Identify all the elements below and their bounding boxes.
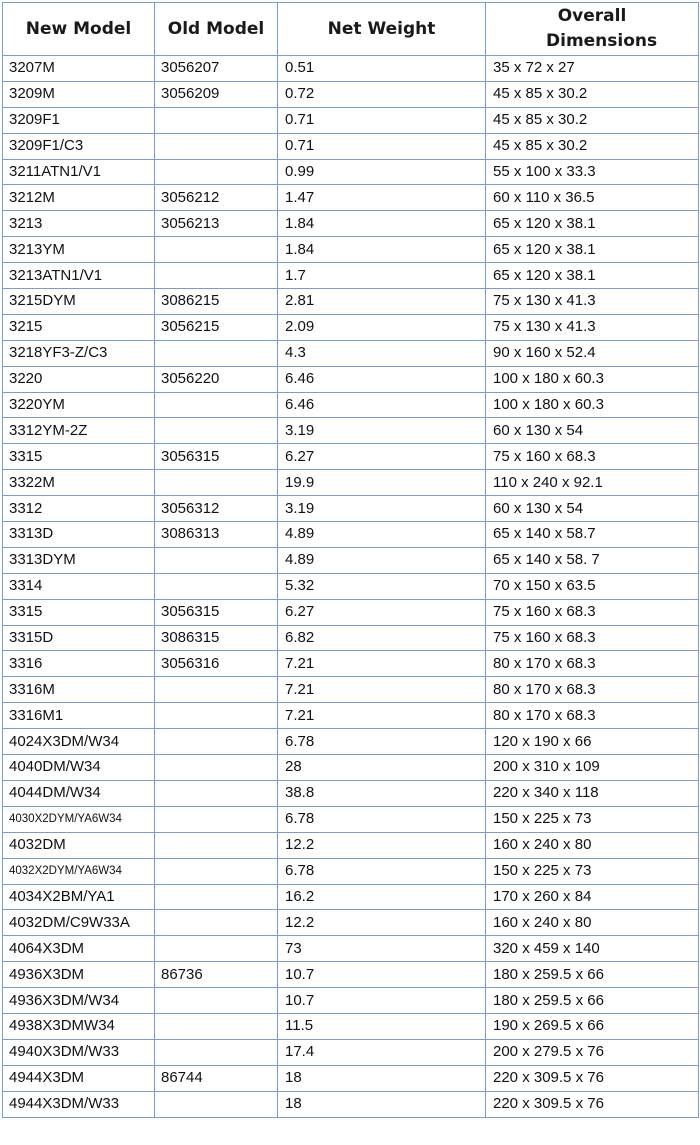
table-row <box>3 573 699 599</box>
cell-overall-dimensions: 80 x 170 x 68.3 <box>486 677 699 703</box>
table-row <box>3 314 699 340</box>
table-row <box>3 832 699 858</box>
cell-new-model: 3316 <box>3 651 155 677</box>
cell-net-weight: 1.84 <box>278 237 486 263</box>
header-old-model: Old Model <box>155 3 278 56</box>
cell-old-model <box>155 806 278 832</box>
cell-new-model: 3316M <box>3 677 155 703</box>
cell-net-weight: 18 <box>278 1065 486 1091</box>
cell-overall-dimensions: 45 x 85 x 30.2 <box>486 107 699 133</box>
cell-net-weight: 1.7 <box>278 263 486 289</box>
cell-new-model: 3315 <box>3 599 155 625</box>
cell-net-weight: 12.2 <box>278 910 486 936</box>
table-row <box>3 755 699 781</box>
cell-overall-dimensions: 45 x 85 x 30.2 <box>486 81 699 107</box>
cell-new-model: 3215 <box>3 314 155 340</box>
cell-net-weight: 6.82 <box>278 625 486 651</box>
cell-overall-dimensions: 220 x 309.5 x 76 <box>486 1091 699 1117</box>
cell-new-model: 3213YM <box>3 237 155 263</box>
cell-old-model: 3086313 <box>155 522 278 548</box>
cell-new-model: 3313D <box>3 522 155 548</box>
cell-overall-dimensions: 180 x 259.5 x 66 <box>486 988 699 1014</box>
table-row <box>3 884 699 910</box>
cell-new-model: 4936X3DM <box>3 962 155 988</box>
cell-new-model: 4064X3DM <box>3 936 155 962</box>
cell-net-weight: 1.84 <box>278 211 486 237</box>
cell-old-model <box>155 418 278 444</box>
table-row <box>3 289 699 315</box>
table-row <box>3 599 699 625</box>
cell-old-model <box>155 858 278 884</box>
cell-overall-dimensions: 160 x 240 x 80 <box>486 832 699 858</box>
cell-old-model <box>155 392 278 418</box>
cell-net-weight: 7.21 <box>278 677 486 703</box>
cell-net-weight: 18 <box>278 1091 486 1117</box>
cell-old-model: 3056212 <box>155 185 278 211</box>
cell-overall-dimensions: 200 x 310 x 109 <box>486 755 699 781</box>
cell-overall-dimensions: 320 x 459 x 140 <box>486 936 699 962</box>
cell-overall-dimensions: 100 x 180 x 60.3 <box>486 366 699 392</box>
cell-old-model <box>155 547 278 573</box>
cell-new-model: 3218YF3-Z/C3 <box>3 340 155 366</box>
cell-old-model: 3056215 <box>155 314 278 340</box>
cell-net-weight: 6.78 <box>278 729 486 755</box>
cell-old-model: 3056315 <box>155 599 278 625</box>
cell-old-model <box>155 832 278 858</box>
cell-overall-dimensions: 75 x 160 x 68.3 <box>486 444 699 470</box>
cell-net-weight: 38.8 <box>278 780 486 806</box>
cell-net-weight: 6.27 <box>278 599 486 625</box>
cell-net-weight: 17.4 <box>278 1039 486 1065</box>
cell-net-weight: 6.78 <box>278 858 486 884</box>
cell-new-model: 4938X3DMW34 <box>3 1013 155 1039</box>
table-row <box>3 1013 699 1039</box>
cell-overall-dimensions: 60 x 110 x 36.5 <box>486 185 699 211</box>
cell-net-weight: 16.2 <box>278 884 486 910</box>
cell-old-model: 3056207 <box>155 56 278 82</box>
cell-net-weight: 6.78 <box>278 806 486 832</box>
cell-new-model: 4940X3DM/W33 <box>3 1039 155 1065</box>
cell-net-weight: 11.5 <box>278 1013 486 1039</box>
cell-overall-dimensions: 90 x 160 x 52.4 <box>486 340 699 366</box>
cell-overall-dimensions: 120 x 190 x 66 <box>486 729 699 755</box>
cell-old-model <box>155 936 278 962</box>
cell-overall-dimensions: 75 x 130 x 41.3 <box>486 314 699 340</box>
cell-new-model: 3220 <box>3 366 155 392</box>
cell-overall-dimensions: 45 x 85 x 30.2 <box>486 133 699 159</box>
cell-old-model <box>155 263 278 289</box>
cell-new-model: 3316M1 <box>3 703 155 729</box>
cell-old-model: 86744 <box>155 1065 278 1091</box>
table-row <box>3 651 699 677</box>
table-row <box>3 444 699 470</box>
cell-old-model <box>155 729 278 755</box>
cell-overall-dimensions: 180 x 259.5 x 66 <box>486 962 699 988</box>
table-row <box>3 56 699 82</box>
cell-net-weight: 4.89 <box>278 522 486 548</box>
cell-new-model: 3313DYM <box>3 547 155 573</box>
cell-overall-dimensions: 65 x 120 x 38.1 <box>486 211 699 237</box>
cell-new-model: 4032DM <box>3 832 155 858</box>
cell-net-weight: 10.7 <box>278 988 486 1014</box>
cell-old-model <box>155 703 278 729</box>
cell-net-weight: 2.81 <box>278 289 486 315</box>
cell-net-weight: 5.32 <box>278 573 486 599</box>
cell-net-weight: 2.09 <box>278 314 486 340</box>
table-row <box>3 366 699 392</box>
cell-overall-dimensions: 75 x 130 x 41.3 <box>486 289 699 315</box>
cell-overall-dimensions: 65 x 140 x 58.7 <box>486 522 699 548</box>
cell-overall-dimensions: 70 x 150 x 63.5 <box>486 573 699 599</box>
cell-old-model <box>155 133 278 159</box>
table-row <box>3 470 699 496</box>
cell-new-model: 4030X2DYM/YA6W34 <box>3 806 155 832</box>
cell-new-model: 4944X3DM/W33 <box>3 1091 155 1117</box>
cell-new-model: 4044DM/W34 <box>3 780 155 806</box>
cell-overall-dimensions: 65 x 120 x 38.1 <box>486 263 699 289</box>
table-header <box>3 3 699 56</box>
table-row <box>3 936 699 962</box>
cell-new-model: 3212M <box>3 185 155 211</box>
table-row <box>3 780 699 806</box>
cell-old-model <box>155 470 278 496</box>
cell-new-model: 4024X3DM/W34 <box>3 729 155 755</box>
table-row <box>3 703 699 729</box>
table-row <box>3 185 699 211</box>
cell-net-weight: 7.21 <box>278 703 486 729</box>
cell-overall-dimensions: 75 x 160 x 68.3 <box>486 625 699 651</box>
cell-old-model: 3056213 <box>155 211 278 237</box>
table-row <box>3 962 699 988</box>
table-row <box>3 107 699 133</box>
cell-old-model <box>155 159 278 185</box>
cell-net-weight: 3.19 <box>278 418 486 444</box>
table-row <box>3 522 699 548</box>
table-row <box>3 910 699 936</box>
cell-new-model: 3215DYM <box>3 289 155 315</box>
cell-new-model: 3209M <box>3 81 155 107</box>
cell-overall-dimensions: 220 x 309.5 x 76 <box>486 1065 699 1091</box>
table-row <box>3 263 699 289</box>
table-row <box>3 806 699 832</box>
cell-old-model: 3086215 <box>155 289 278 315</box>
header-net-weight: Net Weight <box>278 3 486 56</box>
cell-new-model: 3209F1/C3 <box>3 133 155 159</box>
cell-overall-dimensions: 100 x 180 x 60.3 <box>486 392 699 418</box>
table-row <box>3 988 699 1014</box>
cell-old-model <box>155 1013 278 1039</box>
header-row <box>3 3 699 56</box>
header-overall-dimensions: Overall Dimensions <box>486 3 699 56</box>
cell-new-model: 4032X2DYM/YA6W34 <box>3 858 155 884</box>
table-row <box>3 729 699 755</box>
cell-old-model: 3056312 <box>155 496 278 522</box>
header-new-model: New Model <box>3 3 155 56</box>
spec-table-container <box>2 2 699 1118</box>
cell-new-model: 4034X2BM/YA1 <box>3 884 155 910</box>
cell-net-weight: 1.47 <box>278 185 486 211</box>
cell-new-model: 4944X3DM <box>3 1065 155 1091</box>
cell-old-model <box>155 780 278 806</box>
cell-net-weight: 0.72 <box>278 81 486 107</box>
cell-net-weight: 7.21 <box>278 651 486 677</box>
cell-old-model <box>155 1091 278 1117</box>
cell-old-model <box>155 910 278 936</box>
cell-net-weight: 6.46 <box>278 366 486 392</box>
table-body <box>3 56 699 1118</box>
cell-overall-dimensions: 65 x 140 x 58. 7 <box>486 547 699 573</box>
cell-net-weight: 0.99 <box>278 159 486 185</box>
table-row <box>3 496 699 522</box>
cell-new-model: 3312 <box>3 496 155 522</box>
table-row <box>3 1091 699 1117</box>
cell-net-weight: 4.89 <box>278 547 486 573</box>
cell-new-model: 3322M <box>3 470 155 496</box>
model-spec-table <box>2 2 699 1118</box>
cell-old-model <box>155 107 278 133</box>
table-row <box>3 677 699 703</box>
cell-new-model: 3213ATN1/V1 <box>3 263 155 289</box>
cell-old-model <box>155 1039 278 1065</box>
cell-net-weight: 6.27 <box>278 444 486 470</box>
table-row <box>3 392 699 418</box>
table-row <box>3 81 699 107</box>
cell-overall-dimensions: 55 x 100 x 33.3 <box>486 159 699 185</box>
cell-overall-dimensions: 190 x 269.5 x 66 <box>486 1013 699 1039</box>
cell-overall-dimensions: 200 x 279.5 x 76 <box>486 1039 699 1065</box>
cell-new-model: 3207M <box>3 56 155 82</box>
cell-old-model: 3056209 <box>155 81 278 107</box>
cell-net-weight: 0.71 <box>278 133 486 159</box>
table-row <box>3 159 699 185</box>
cell-old-model: 3056315 <box>155 444 278 470</box>
table-row <box>3 418 699 444</box>
cell-net-weight: 28 <box>278 755 486 781</box>
cell-new-model: 4032DM/C9W33A <box>3 910 155 936</box>
cell-net-weight: 19.9 <box>278 470 486 496</box>
cell-old-model: 3086315 <box>155 625 278 651</box>
cell-new-model: 3312YM-2Z <box>3 418 155 444</box>
cell-overall-dimensions: 80 x 170 x 68.3 <box>486 703 699 729</box>
cell-old-model <box>155 340 278 366</box>
cell-old-model: 86736 <box>155 962 278 988</box>
cell-overall-dimensions: 160 x 240 x 80 <box>486 910 699 936</box>
cell-old-model <box>155 884 278 910</box>
table-row <box>3 340 699 366</box>
cell-new-model: 3209F1 <box>3 107 155 133</box>
cell-net-weight: 73 <box>278 936 486 962</box>
cell-new-model: 4040DM/W34 <box>3 755 155 781</box>
cell-net-weight: 3.19 <box>278 496 486 522</box>
cell-overall-dimensions: 60 x 130 x 54 <box>486 418 699 444</box>
cell-overall-dimensions: 110 x 240 x 92.1 <box>486 470 699 496</box>
cell-new-model: 3220YM <box>3 392 155 418</box>
cell-overall-dimensions: 80 x 170 x 68.3 <box>486 651 699 677</box>
cell-old-model: 3056316 <box>155 651 278 677</box>
cell-old-model <box>155 988 278 1014</box>
cell-new-model: 3315 <box>3 444 155 470</box>
cell-new-model: 3314 <box>3 573 155 599</box>
cell-net-weight: 12.2 <box>278 832 486 858</box>
table-row <box>3 211 699 237</box>
table-row <box>3 625 699 651</box>
cell-old-model <box>155 755 278 781</box>
cell-old-model <box>155 677 278 703</box>
cell-overall-dimensions: 35 x 72 x 27 <box>486 56 699 82</box>
cell-old-model <box>155 573 278 599</box>
cell-overall-dimensions: 150 x 225 x 73 <box>486 806 699 832</box>
table-row <box>3 858 699 884</box>
cell-old-model: 3056220 <box>155 366 278 392</box>
cell-net-weight: 0.51 <box>278 56 486 82</box>
cell-overall-dimensions: 150 x 225 x 73 <box>486 858 699 884</box>
cell-new-model: 3211ATN1/V1 <box>3 159 155 185</box>
cell-overall-dimensions: 170 x 260 x 84 <box>486 884 699 910</box>
cell-overall-dimensions: 60 x 130 x 54 <box>486 496 699 522</box>
table-row <box>3 547 699 573</box>
table-row <box>3 1039 699 1065</box>
cell-overall-dimensions: 75 x 160 x 68.3 <box>486 599 699 625</box>
table-row <box>3 1065 699 1091</box>
cell-net-weight: 6.46 <box>278 392 486 418</box>
cell-new-model: 3315D <box>3 625 155 651</box>
cell-overall-dimensions: 220 x 340 x 118 <box>486 780 699 806</box>
cell-old-model <box>155 237 278 263</box>
cell-net-weight: 0.71 <box>278 107 486 133</box>
cell-new-model: 4936X3DM/W34 <box>3 988 155 1014</box>
cell-net-weight: 4.3 <box>278 340 486 366</box>
table-row <box>3 237 699 263</box>
table-row <box>3 133 699 159</box>
cell-overall-dimensions: 65 x 120 x 38.1 <box>486 237 699 263</box>
cell-net-weight: 10.7 <box>278 962 486 988</box>
cell-new-model: 3213 <box>3 211 155 237</box>
